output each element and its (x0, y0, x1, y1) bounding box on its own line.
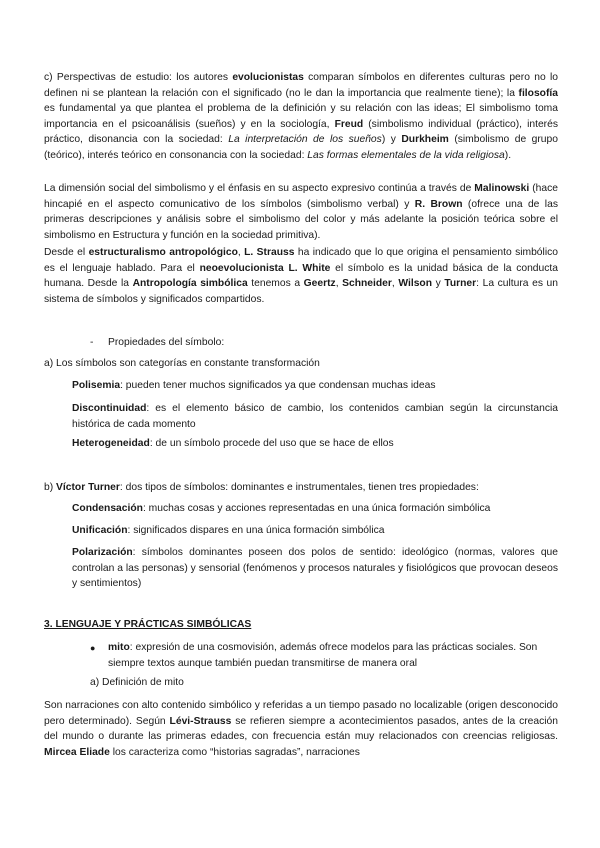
property-heterogeneidad: Heterogeneidad: de un símbolo procede del uso que se hace de ellos (72, 438, 394, 449)
author-levi-strauss: Lévi-Strauss (169, 715, 232, 727)
section-heading: 3. LENGUAJE Y PRÁCTICAS SIMBÓLICAS (44, 619, 252, 630)
author-victor-turner: Víctor Turner (56, 482, 120, 493)
book-title-formas: Las formas elementales de la vida religiosa (307, 149, 505, 161)
list-dash: - (90, 337, 94, 348)
property-polisemia: Polisemia: pueden tener muchos significados ya que condensan muchas ideas (72, 380, 436, 391)
property-condensacion: Condensación: muchas cosas y acciones representadas en una única formación simbólica (72, 503, 491, 514)
paragraph-estructuralismo: Desde el estructuralismo antropológico, L. Strauss ha indicado que lo que origina el pensamiento simbólico es el lenguaje hablado. Para el neoevolucionista L. White el símbolo es la unidad básica de la conducta humana. Desde la Antropología simbólica tenemos a Geertz, Schneider, Wilson y Turner: La cultura es un sistema de símbolos y significados compartidos. (44, 247, 558, 305)
subsection-propiedades: Propiedades del símbolo: (108, 337, 225, 348)
subsection-definicion-mito: a) Definición de mito (90, 677, 184, 688)
term-filosofia: filosofía (518, 87, 558, 99)
bullet-icon: ● (90, 643, 96, 653)
paragraph-perspectivas: c) Perspectivas de estudio: los autores evolucionistas comparan símbolos en diferentes culturas pero no lo definen ni se plantean la relación con el significado (no le dan la importancia que realmente tiene); la filosofía es fundamental ya que plantea el problema de la definición y su relación con las ideas; El simbolismo toma importancia en el psicoanálisis (sueños) y en la sociología, Freud (simbolismo individual (práctico), interés práctico, disonancia con la sociedad: La interpretación de los sueños) y Durkheim (simbolismo de grupo (teórico), interés teórico en consonancia con la sociedad: Las formas elementales de la vida religiosa). (44, 72, 558, 161)
term-evolucionistas: evolucionistas (232, 72, 304, 83)
property-polarizacion: Polarización: símbolos dominantes poseen dos polos de sentido: ideológico (normas, valores que controlan a las personas) y sensorial (fenómenos y procesos naturales y fisiológicos que provocan deseos y sentimientos) (72, 547, 558, 590)
book-title-suenos: La interpretación de los sueños (228, 134, 382, 146)
property-discontinuidad: Discontinuidad: es el elemento básico de cambio, los contenidos cambian según la circunstancia histórica de cada momento (72, 403, 558, 430)
paragraph-dimension-social: La dimensión social del simbolismo y el énfasis en su aspecto expresivo continúa a través de Malinowski (hace hincapié en el aspecto comunicativo de los símbolos (simbolismo verbal) y R. Brown (ofrece una de las primeras descripciones y análisis sobre el simbolismo del color y más adelante la posición teórica sobre el simbolismo en Estructura y función en la sociedad primitiva). (44, 183, 558, 241)
paragraph-narraciones: Son narraciones con alto contenido simbólico y referidas a un tiempo pasado no localizable (origen desconocido pero determinado). Según Lévi-Strauss se refieren siempre a acontecimientos pasados, antes de la creación del mundo o durante las primeras edades, con frecuencia están muy relacionados con creencias religiosas. Mircea Eliade los caracteriza como “historias sagradas”, narraciones (44, 700, 558, 758)
author-mircea-eliade: Mircea Eliade (44, 746, 110, 758)
bullet-mito: mito: expresión de una cosmovisión, además ofrece modelos para las prácticas sociales. Son siempre textos aunque también puedan transmitirse de manera oral (108, 642, 538, 669)
author-freud: Freud (334, 118, 364, 130)
item-b-turner: b) Víctor Turner: dos tipos de símbolos: dominantes e instrumentales, tienen tres propiedades: (44, 482, 479, 493)
author-r-brown: R. Brown (414, 198, 463, 210)
author-durkheim: Durkheim (401, 134, 449, 146)
author-malinowski: Malinowski (474, 183, 530, 194)
property-unificacion: Unificación: significados dispares en una única formación simbólica (72, 525, 385, 536)
item-a-categorias: a) Los símbolos son categorías en constante transformación (44, 358, 320, 369)
